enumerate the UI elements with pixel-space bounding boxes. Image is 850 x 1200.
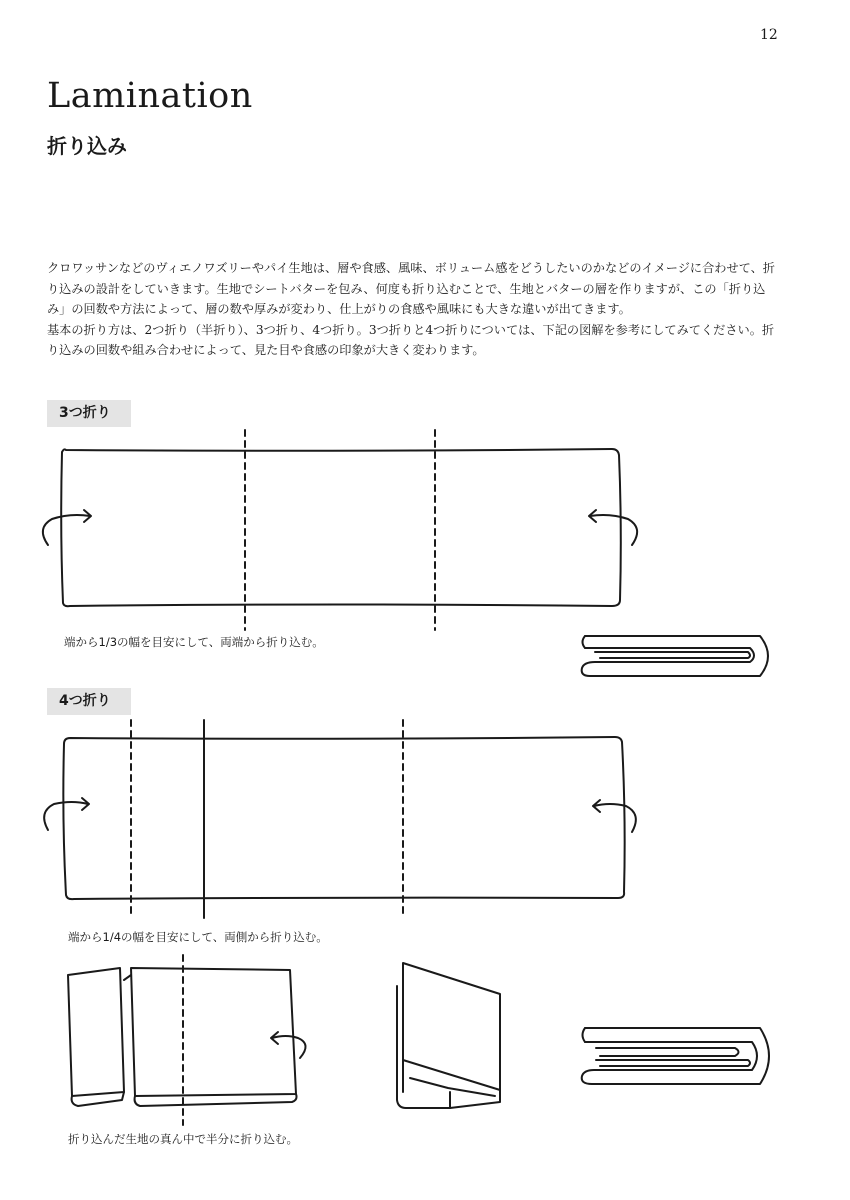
body-paragraph-1: クロワッサンなどのヴィエノワズリーやパイ生地は、層や食感、風味、ボリューム感をどうしたいのかなどのイメージに合わせて、折り込みの設計をしていきます。生地でシートバターを包み、何度も折り込むことで、生地とバターの層を作りますが、この「折り込み」の回数や方法によって、層の数や厚みが変わり、仕上がりの食感や風味にも大きな違いが出てきます。 — [47, 261, 775, 316]
body-paragraph-2: 基本の折り方は、2つ折り（半折り）、3つ折り、4つ折り。3つ折りと4つ折りについては、下記の図解を参考にしてみてください。折り込みの回数や組み合わせによって、見た目や食感の印象が大きく変わります。 — [47, 322, 775, 357]
four-fold-folded-dough-icon — [68, 955, 306, 1125]
fold-arrow-icon — [271, 1032, 306, 1058]
section-label-four-fold: 4つ折り — [47, 688, 131, 715]
page-number: 12 — [760, 27, 778, 43]
fold-arrow-left-icon — [44, 798, 89, 830]
four-fold-dough-diagram — [44, 720, 636, 918]
section-label-three-fold: 3つ折り — [47, 400, 131, 427]
four-fold-profile-icon — [582, 1028, 769, 1084]
three-fold-dough-diagram — [43, 430, 637, 630]
fold-arrow-right-icon — [589, 510, 637, 545]
page-subtitle: 折り込み — [47, 134, 127, 158]
page-title: Lamination — [47, 76, 253, 116]
fold-arrow-right-icon — [593, 800, 636, 832]
three-fold-dough-sheet — [61, 449, 621, 606]
three-fold-profile-icon — [582, 636, 768, 676]
four-fold-dough-sheet — [63, 737, 624, 899]
fold-arrow-left-icon — [43, 510, 91, 545]
caption-four-fold: 端から1/4の幅を目安にして、両側から折り込む。 — [68, 930, 328, 944]
caption-three-fold: 端から1/3の幅を目安にして、両端から折り込む。 — [64, 635, 324, 649]
caption-half-fold: 折り込んだ生地の真ん中で半分に折り込む。 — [68, 1132, 298, 1146]
half-fold-side-view-icon — [397, 963, 500, 1108]
